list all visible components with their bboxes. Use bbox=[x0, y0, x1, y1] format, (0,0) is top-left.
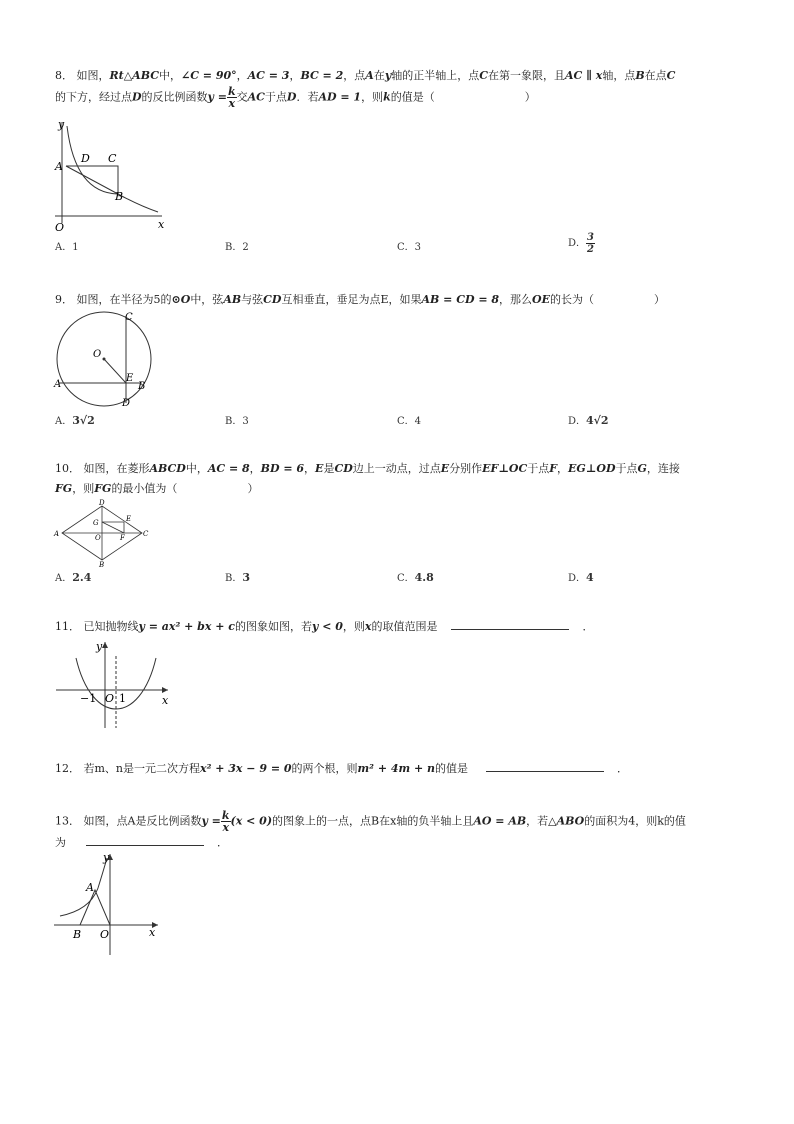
q9-option-a bbox=[55, 412, 95, 427]
text: 如图，在菱形 bbox=[83, 462, 150, 475]
math: ⊙O bbox=[171, 293, 191, 306]
fraction bbox=[586, 232, 595, 255]
math: C bbox=[479, 69, 488, 82]
question-number: 10． bbox=[55, 462, 80, 475]
option-value: 1 bbox=[72, 242, 79, 253]
text: 在第一象限，且 bbox=[487, 69, 565, 82]
denominator: x bbox=[222, 821, 229, 834]
text: 分别作 bbox=[449, 462, 483, 475]
label-x: x bbox=[158, 218, 165, 231]
question-number: 11． bbox=[55, 620, 80, 633]
math: k bbox=[383, 90, 391, 104]
text: 中，弦 bbox=[190, 293, 224, 306]
question-number: 9． bbox=[55, 293, 73, 306]
text: 的长为（ bbox=[550, 293, 594, 306]
numerator: 3 bbox=[587, 232, 594, 243]
math: Rt△ABC bbox=[109, 69, 159, 82]
denominator: x bbox=[228, 97, 236, 110]
label-y: y bbox=[96, 640, 103, 653]
math: (x < 0) bbox=[230, 814, 273, 828]
question-9-text bbox=[55, 290, 745, 310]
option-value: 4 bbox=[586, 571, 594, 584]
option-label: A． bbox=[55, 416, 73, 427]
math: E bbox=[315, 462, 324, 475]
label-B: B bbox=[138, 381, 146, 392]
option-label: C． bbox=[397, 573, 415, 584]
math: m² + 4m + n bbox=[357, 762, 436, 775]
q10-option-d bbox=[568, 569, 594, 584]
triangle-abc bbox=[66, 166, 118, 194]
label-F: F bbox=[120, 534, 125, 542]
label-O: O bbox=[95, 534, 101, 542]
text: ，连接 bbox=[646, 462, 680, 475]
label-O: O bbox=[93, 349, 102, 360]
math: EF⊥OC bbox=[482, 462, 528, 475]
text: 的最小值为（ bbox=[111, 482, 178, 495]
text: ） bbox=[247, 482, 259, 495]
text: 已知抛物线 bbox=[83, 620, 139, 633]
label-B: B bbox=[73, 928, 82, 941]
math: AD = 1 bbox=[318, 90, 362, 104]
question-8-text bbox=[55, 66, 745, 109]
option-label: C． bbox=[397, 416, 415, 427]
option-value: 3 bbox=[242, 571, 251, 584]
text: ， bbox=[304, 462, 316, 475]
answer-blank[interactable] bbox=[486, 759, 604, 772]
q9-option-d bbox=[568, 412, 609, 427]
text: 如图，在半径为5的 bbox=[76, 293, 172, 306]
option-value: 2.4 bbox=[72, 571, 92, 584]
text: ， bbox=[557, 462, 569, 475]
text: 于点 bbox=[527, 462, 550, 475]
math: AC bbox=[247, 90, 265, 104]
question-12-text bbox=[55, 759, 745, 779]
text: ，则 bbox=[72, 482, 95, 495]
option-label: A． bbox=[55, 573, 73, 584]
label-B: B bbox=[99, 561, 105, 567]
text: 的面积为4，则k的值 bbox=[584, 814, 686, 828]
math: AC ∥ x bbox=[564, 69, 603, 82]
text: ） bbox=[524, 90, 536, 104]
q9-option-c bbox=[397, 412, 421, 427]
text: 边上一动点，过点 bbox=[352, 462, 441, 475]
text: 的下方，经过点 bbox=[55, 90, 132, 104]
math: C bbox=[666, 69, 676, 82]
label-A: A bbox=[55, 160, 63, 173]
math: y = ax² + bx + c bbox=[138, 620, 235, 633]
q9-option-b bbox=[225, 412, 249, 427]
math: x² + 3x − 9 = 0 bbox=[200, 762, 292, 775]
math: BD = 6 bbox=[260, 462, 305, 475]
label-y: y bbox=[103, 851, 110, 864]
label-E: E bbox=[126, 373, 134, 384]
q9-figure bbox=[50, 308, 160, 410]
math: x bbox=[364, 620, 372, 633]
text: ，那么 bbox=[499, 293, 533, 306]
option-label: B． bbox=[225, 573, 243, 584]
q8-option-b bbox=[225, 238, 249, 253]
text: 于点 bbox=[264, 90, 287, 104]
math: A bbox=[365, 69, 374, 82]
math: y = bbox=[201, 814, 221, 828]
math: F bbox=[549, 462, 558, 475]
option-value: 3 bbox=[414, 242, 422, 253]
segment-fg bbox=[102, 522, 124, 533]
text: 是 bbox=[323, 462, 335, 475]
text: ， bbox=[289, 69, 301, 82]
math: CD bbox=[263, 293, 282, 306]
math: y < 0 bbox=[311, 620, 343, 633]
label-E: E bbox=[126, 515, 132, 523]
label-x: x bbox=[162, 694, 169, 707]
text: ． bbox=[617, 762, 629, 775]
question-number: 12． bbox=[55, 762, 80, 775]
text: ．若 bbox=[296, 90, 319, 104]
option-label: D． bbox=[568, 238, 587, 249]
label-y: y bbox=[58, 118, 65, 131]
text: 为 bbox=[55, 836, 66, 849]
text: 的取值范围是 bbox=[371, 620, 438, 633]
option-value: 3 bbox=[242, 416, 249, 427]
option-label: B． bbox=[225, 242, 243, 253]
option-value: 4 bbox=[414, 416, 422, 427]
text: ，若 bbox=[526, 814, 549, 828]
label-O: O bbox=[55, 221, 65, 233]
q11-figure bbox=[50, 636, 175, 732]
text: ． bbox=[582, 620, 594, 633]
text: ， bbox=[236, 69, 248, 82]
math: D bbox=[286, 90, 297, 104]
center-point bbox=[103, 358, 106, 361]
math: AC = 3 bbox=[247, 69, 290, 82]
x-axis-arrow-icon bbox=[162, 687, 168, 693]
label-minus-one: −1 bbox=[80, 692, 97, 705]
text: 互相垂直，垂足为点E，如果 bbox=[281, 293, 422, 306]
question-13-text bbox=[55, 810, 745, 853]
numerator: k bbox=[228, 85, 236, 98]
text: 与弦 bbox=[241, 293, 264, 306]
math: BC = 2 bbox=[300, 69, 344, 82]
label-D: D bbox=[81, 152, 90, 165]
label-A: A bbox=[86, 881, 94, 894]
label-one: 1 bbox=[119, 692, 126, 705]
option-value: 3√2 bbox=[72, 414, 95, 427]
label-C: C bbox=[108, 152, 117, 165]
label-D: D bbox=[99, 499, 105, 507]
math: AB bbox=[223, 293, 242, 306]
denominator: 2 bbox=[587, 244, 594, 255]
option-label: C． bbox=[397, 242, 415, 253]
math: OE bbox=[532, 293, 550, 306]
option-label: A． bbox=[55, 242, 73, 253]
math: AO = AB bbox=[473, 814, 527, 828]
text: 的值是 bbox=[435, 762, 469, 775]
label-G: G bbox=[93, 519, 99, 527]
option-label: D． bbox=[568, 416, 587, 427]
question-10-text bbox=[55, 459, 745, 499]
text: 在点 bbox=[644, 69, 667, 82]
text: 中， bbox=[158, 69, 181, 82]
text: 轴的正半轴上，点 bbox=[391, 69, 480, 82]
question-11-text bbox=[55, 617, 745, 637]
math: △ABO bbox=[548, 814, 585, 828]
text: 在 bbox=[373, 69, 385, 82]
q10-option-a bbox=[55, 569, 91, 584]
option-label: D． bbox=[568, 573, 587, 584]
math: G bbox=[637, 462, 647, 475]
label-O: O bbox=[100, 928, 110, 941]
math: CD bbox=[334, 462, 353, 475]
math: E bbox=[440, 462, 450, 475]
q10-option-c bbox=[397, 569, 434, 584]
text: ，点 bbox=[343, 69, 366, 82]
math: ∠C = 90° bbox=[180, 69, 237, 82]
text: 若m、n是一元二次方程 bbox=[83, 762, 201, 775]
label-x: x bbox=[149, 926, 156, 939]
fraction bbox=[227, 86, 237, 109]
option-value: 4.8 bbox=[414, 571, 434, 584]
numerator: k bbox=[221, 809, 230, 822]
answer-blank[interactable] bbox=[451, 617, 569, 630]
hyperbola-curve bbox=[60, 858, 107, 916]
math: ABCD bbox=[149, 462, 186, 475]
text: 交 bbox=[236, 90, 248, 104]
question-number: 8． bbox=[55, 69, 73, 82]
q8-option-a bbox=[55, 238, 79, 253]
text: ． bbox=[217, 836, 228, 849]
label-O: O bbox=[105, 692, 115, 705]
math: FG bbox=[94, 482, 112, 495]
option-label: B． bbox=[225, 416, 243, 427]
text: 的图象如图，若 bbox=[234, 620, 312, 633]
math: y = bbox=[207, 90, 227, 104]
text: 的值是（ bbox=[390, 90, 435, 104]
y-axis-arrow-icon bbox=[102, 642, 108, 648]
q8-figure bbox=[50, 118, 175, 233]
label-D: D bbox=[122, 398, 131, 409]
text: 如图，点A是反比例函数 bbox=[83, 814, 202, 828]
label-B: B bbox=[115, 190, 124, 203]
text: ，则 bbox=[361, 90, 384, 104]
q8-option-d bbox=[568, 232, 595, 255]
text: 如图， bbox=[76, 69, 110, 82]
question-number: 13． bbox=[55, 814, 80, 828]
answer-blank[interactable] bbox=[86, 833, 204, 846]
text: 中， bbox=[185, 462, 208, 475]
math: B bbox=[635, 69, 645, 82]
label-A: A bbox=[54, 379, 62, 390]
text: 的图象上的一点，点B在x轴的负半轴上且 bbox=[272, 814, 474, 828]
math: FG bbox=[55, 482, 73, 495]
q10-option-b bbox=[225, 569, 250, 584]
text: ，则 bbox=[342, 620, 365, 633]
label-C: C bbox=[143, 530, 149, 538]
text: 轴，点 bbox=[602, 69, 636, 82]
segment-oe bbox=[104, 359, 126, 383]
hyperbola-curve bbox=[67, 126, 158, 212]
q8-option-c bbox=[397, 238, 421, 253]
text: 于点 bbox=[615, 462, 638, 475]
q10-figure bbox=[50, 497, 155, 567]
q13-figure bbox=[50, 850, 165, 960]
option-value: 2 bbox=[242, 242, 249, 253]
label-A: A bbox=[54, 530, 60, 538]
math: D bbox=[132, 90, 142, 104]
label-C: C bbox=[125, 312, 133, 323]
text: 的反比例函数 bbox=[141, 90, 208, 104]
math: AB = CD = 8 bbox=[421, 293, 500, 306]
text: ， bbox=[249, 462, 261, 475]
fraction bbox=[221, 810, 231, 833]
math: AC = 8 bbox=[207, 462, 250, 475]
option-value: 4√2 bbox=[586, 414, 609, 427]
math: EG⊥OD bbox=[568, 462, 616, 475]
text: ） bbox=[654, 293, 665, 306]
text: 的两个根，则 bbox=[291, 762, 358, 775]
math: y bbox=[384, 69, 392, 82]
